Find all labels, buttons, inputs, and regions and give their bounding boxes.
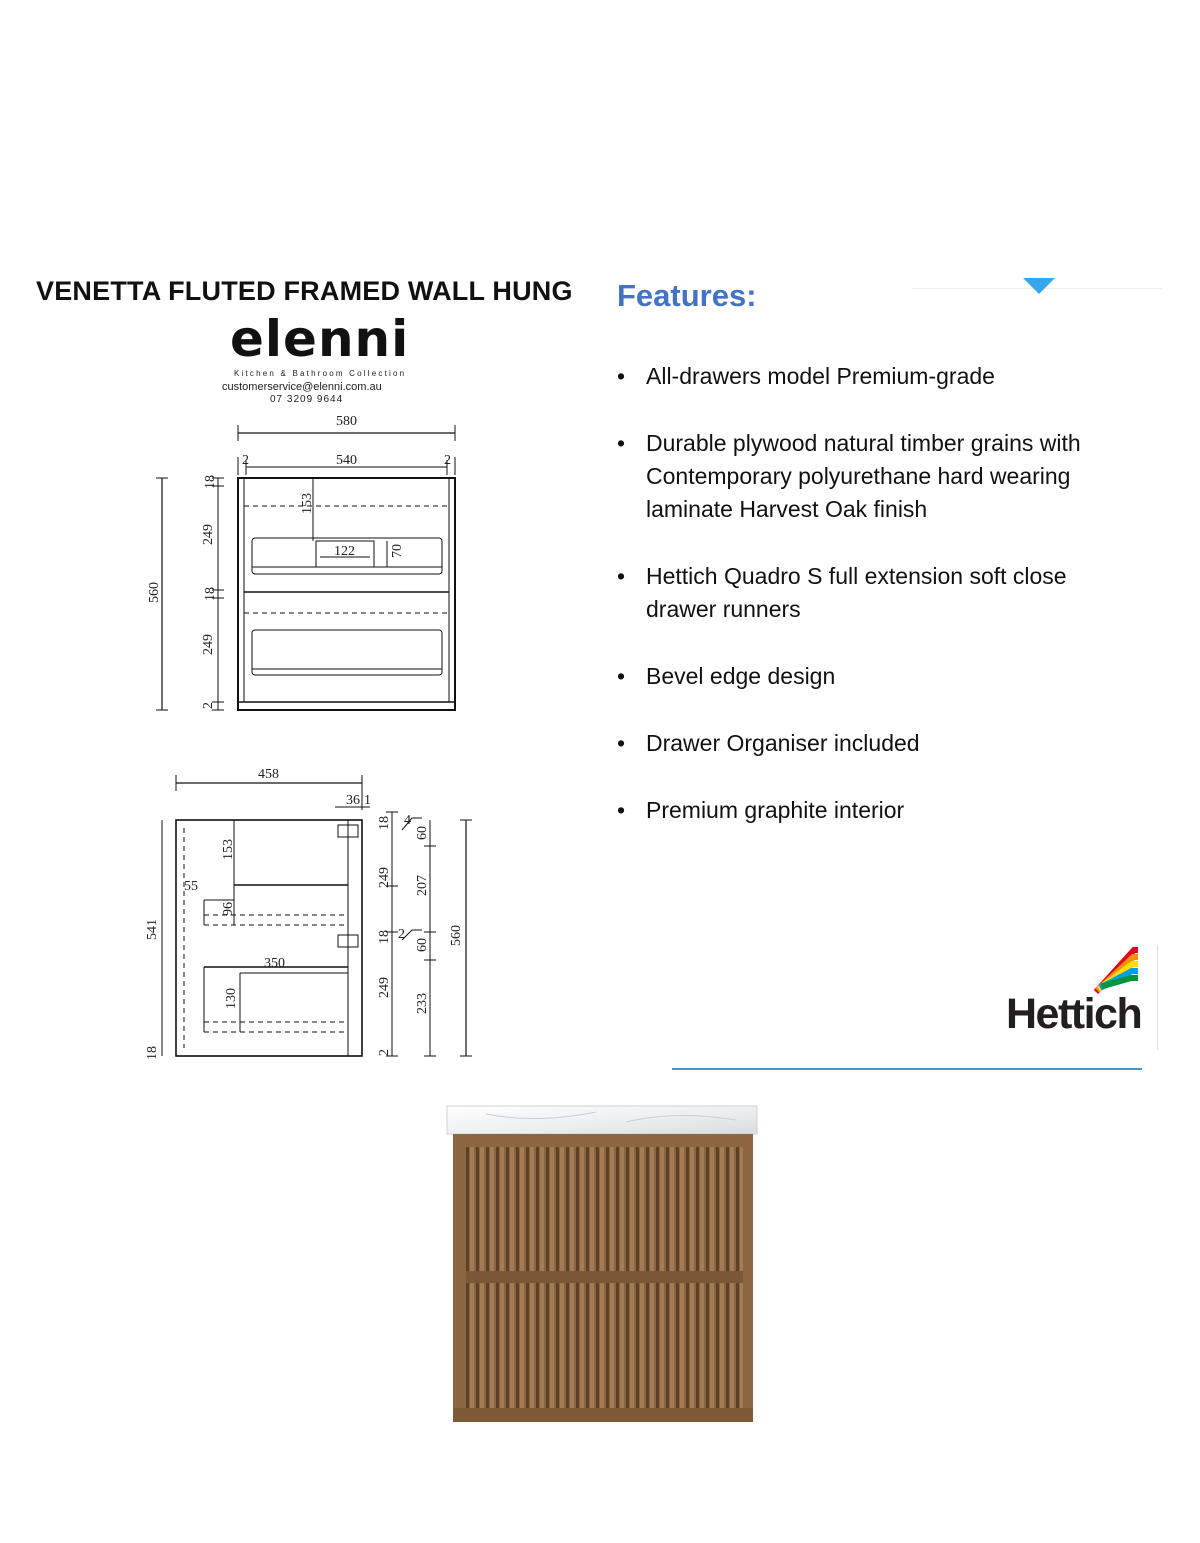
dim-right-seg-4: 249 (377, 977, 392, 998)
dim-left-height: 541 (145, 919, 160, 940)
vanity-product-image (446, 1104, 758, 1424)
dim-runner-1: 60 (415, 826, 430, 840)
feature-item: • Hettich Quadro S full extension soft close drawer runners (617, 560, 1137, 626)
dim-left-bottom: 18 (145, 1046, 160, 1060)
dim-organiser-depth-side: 153 (221, 839, 236, 860)
dim-seg-4: 249 (201, 634, 216, 655)
dim-lower-step: 130 (224, 988, 239, 1009)
section-divider (672, 1068, 1142, 1070)
dim-right-small-1: 4 (404, 813, 411, 828)
dim-runner-4: 233 (415, 993, 430, 1014)
dim-step-width: 55 (184, 879, 198, 894)
dim-overall-width: 580 (336, 414, 357, 429)
dim-top-offset-2: 1 (364, 793, 371, 808)
dim-seg-2: 249 (201, 524, 216, 545)
dim-total-height: 560 (147, 582, 162, 603)
dim-top-offset-1: 36 (346, 793, 360, 808)
brand-phone: 07 3209 9644 (270, 394, 344, 405)
feature-item: • Bevel edge design (617, 660, 1137, 693)
dim-organiser-width: 122 (334, 544, 355, 559)
diamond-icon (1023, 278, 1055, 296)
dim-organiser-depth: 153 (300, 493, 315, 514)
dim-right-seg-1: 18 (377, 816, 392, 830)
dim-side-right: 2 (444, 453, 451, 468)
page-title: VENETTA FLUTED FRAMED WALL HUNG (36, 276, 573, 306)
bullet-icon: • (617, 430, 626, 456)
dim-seg-3: 18 (203, 587, 218, 601)
dim-drawer-depth: 350 (264, 956, 285, 971)
feature-item: • Premium graphite interior (617, 794, 1137, 827)
feature-item: • All-drawers model Premium-grade (617, 360, 1137, 393)
features-list (617, 360, 1137, 861)
bullet-icon: • (617, 730, 626, 756)
dim-inner-width: 540 (336, 453, 357, 468)
dim-runner-3: 60 (415, 938, 430, 952)
dim-seg-5: 2 (201, 702, 216, 709)
brand-email[interactable]: customerservice@elenni.com.au (222, 381, 382, 393)
dim-total-height-side: 560 (449, 925, 464, 946)
dim-overall-depth: 458 (258, 767, 279, 782)
dim-organiser-height: 70 (390, 544, 405, 558)
hettich-edge-line (1157, 945, 1158, 1050)
dim-step-height: 96 (221, 902, 236, 916)
front-dimension-drawing (130, 405, 480, 725)
brand-tagline: Kitchen & Bathroom Collection (234, 369, 407, 378)
dim-side-left: 2 (242, 453, 249, 468)
dim-right-seg-3: 18 (377, 930, 392, 944)
dim-right-seg-5: 2 (377, 1049, 392, 1056)
bullet-icon: • (617, 663, 626, 689)
bullet-icon: • (617, 563, 626, 589)
features-heading: Features: (617, 278, 757, 313)
side-dimension-drawing (140, 760, 485, 1070)
dim-right-small-2: 2 (398, 927, 405, 942)
dim-seg-1: 18 (203, 475, 218, 489)
dim-right-seg-2: 249 (377, 867, 392, 888)
hettich-logo: Hettich (1006, 990, 1142, 1038)
dim-runner-2: 207 (415, 875, 430, 896)
feature-item: • Durable plywood natural timber grains with Contemporary polyurethane hard wearing laminate Harvest Oak finish (617, 427, 1137, 526)
feature-item: • Drawer Organiser included (617, 727, 1137, 760)
bullet-icon: • (617, 797, 626, 823)
bullet-icon: • (617, 363, 626, 389)
elenni-logo: elenni (230, 310, 410, 368)
